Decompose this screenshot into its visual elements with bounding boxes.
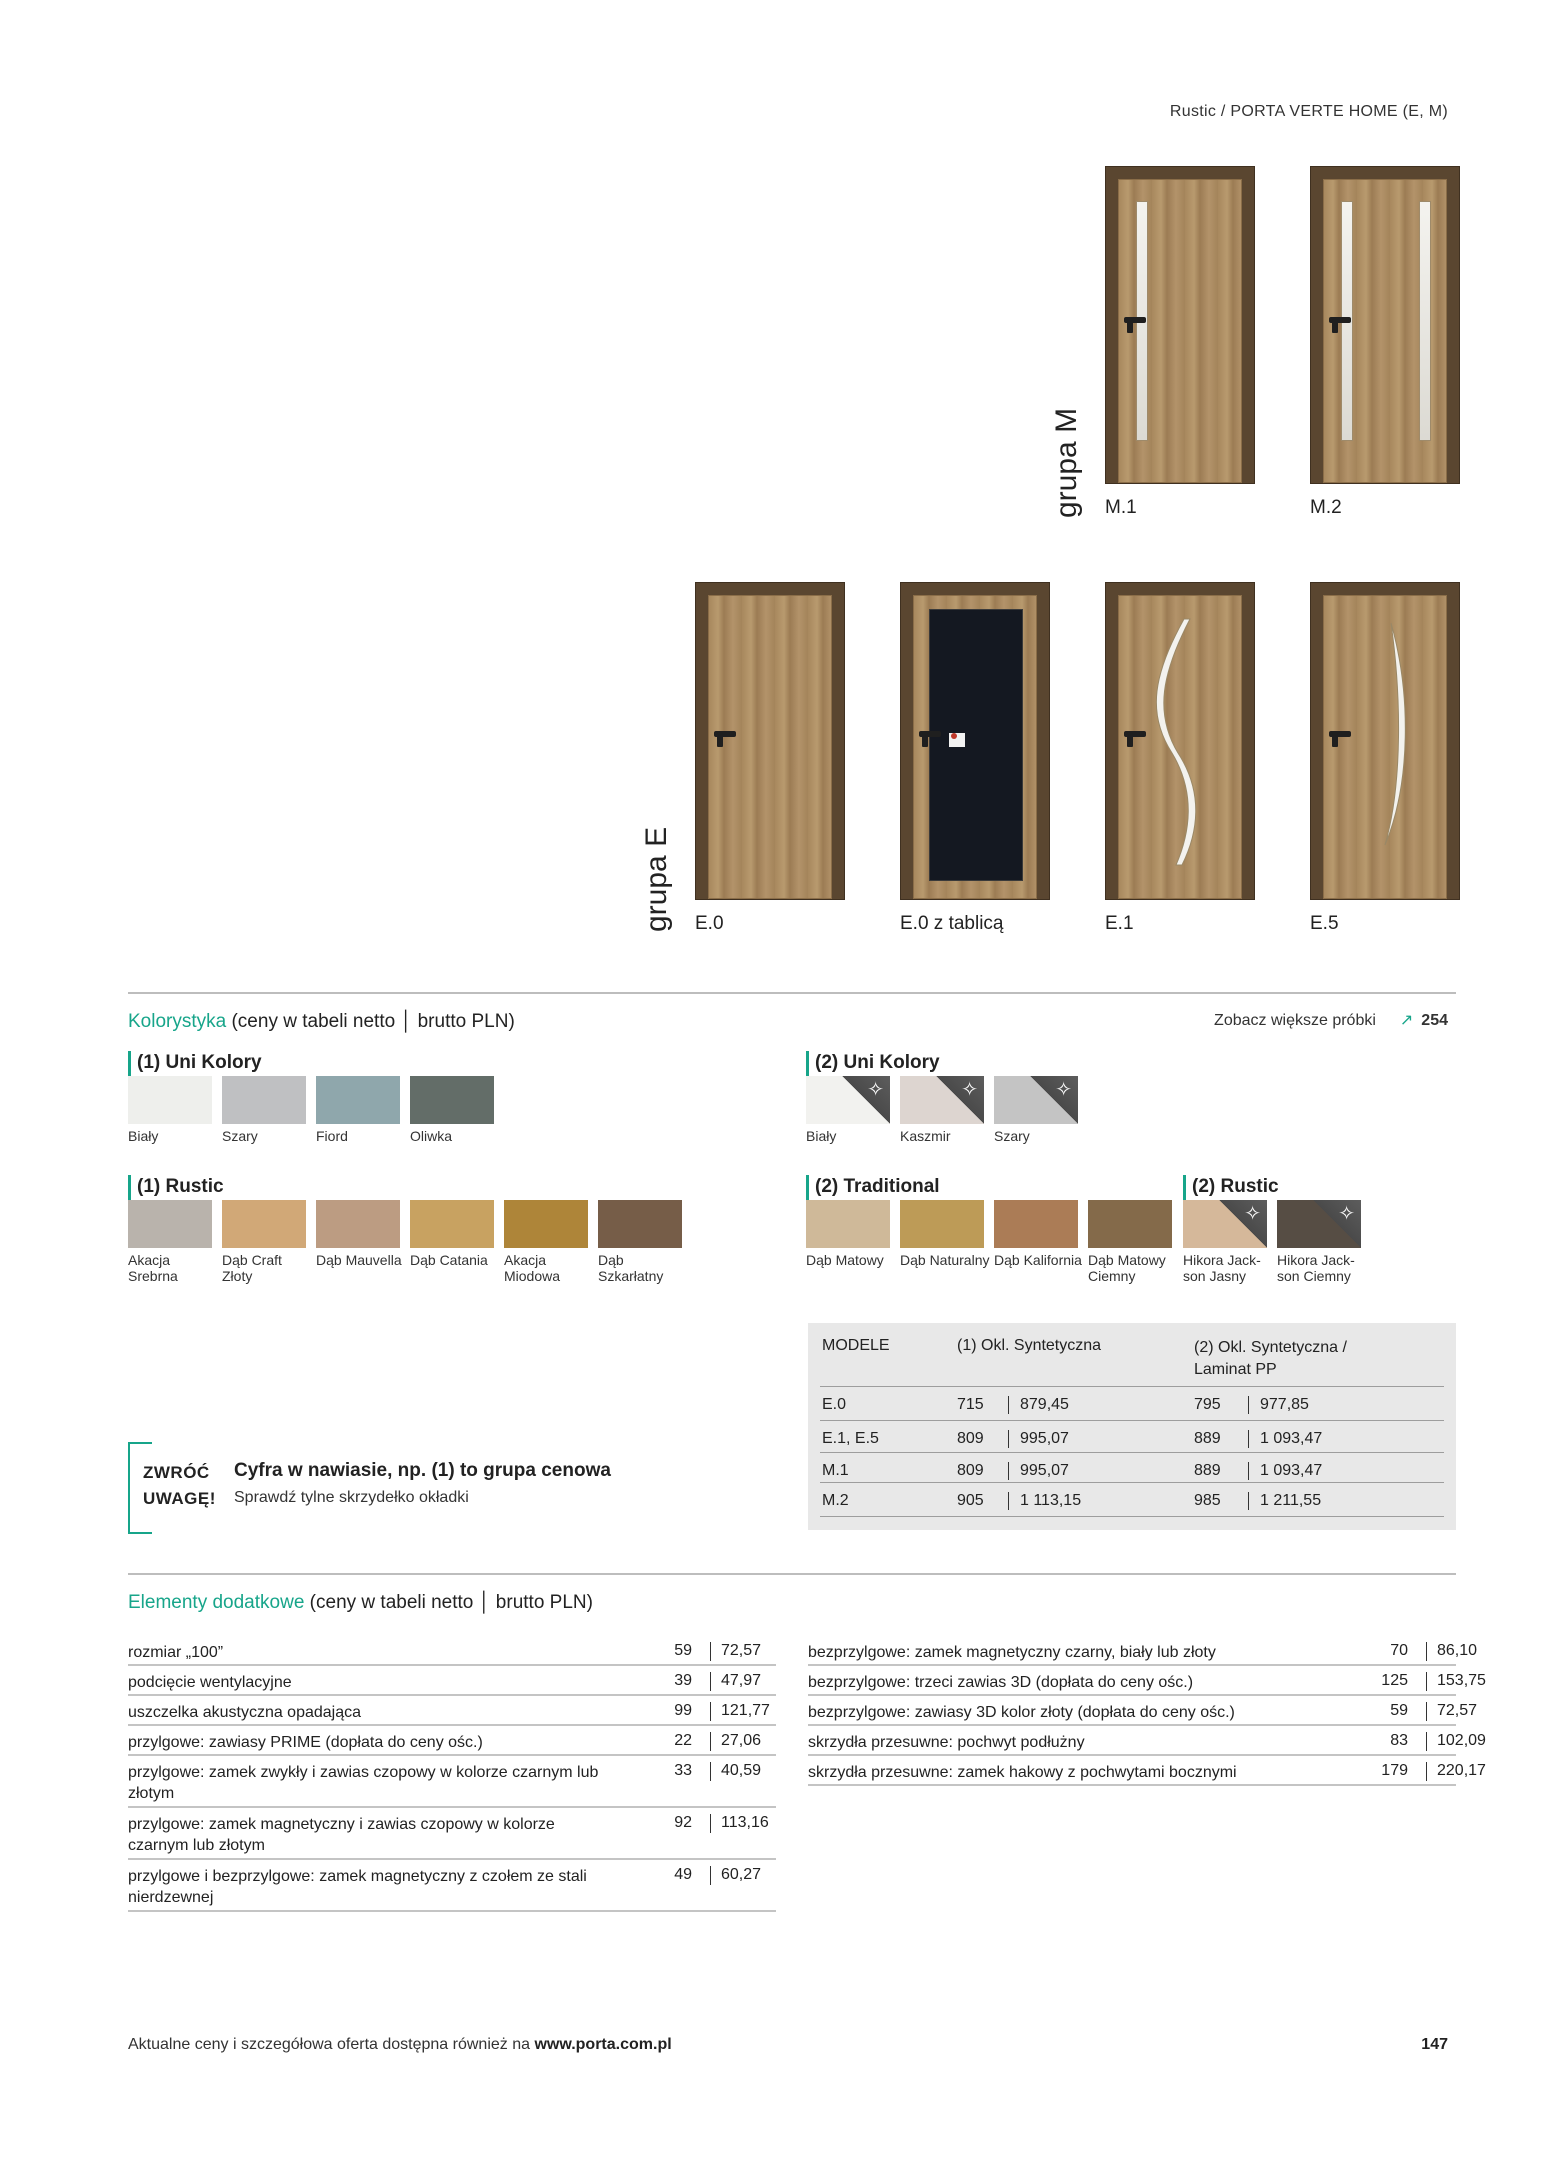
- extras-gross-price: 27,06: [721, 1732, 762, 1749]
- price-group2-gross: 1 211,55: [1260, 1492, 1322, 1509]
- extras-gross-price: 113,16: [721, 1814, 769, 1831]
- premium-sparkle-icon: ✧: [1219, 1200, 1267, 1248]
- price-group1-gross: 995,07: [1020, 1430, 1069, 1447]
- extras-gross-price: 102,09: [1437, 1732, 1486, 1749]
- swatch-label: Dąb Szkarłatny: [598, 1252, 664, 1284]
- extras-gross-price: 72,57: [1437, 1702, 1478, 1719]
- extras-gross-price: 47,97: [721, 1672, 762, 1689]
- price-separator: [1008, 1462, 1009, 1480]
- larger-samples-link[interactable]: [1214, 1010, 1448, 1030]
- extras-divider: [128, 1573, 1456, 1575]
- swatch-label: Szary: [222, 1128, 258, 1144]
- uni2-title: (2) Uni Kolory: [815, 1052, 940, 1073]
- extras-item-name: bezprzylgowe: trzeci zawias 3D (dopłata do ceny ośc.): [808, 1674, 1194, 1691]
- group-m-label: grupa M: [1050, 407, 1083, 518]
- extras-item-name: rozmiar „100”: [128, 1644, 224, 1661]
- extras-gross-price: 121,77: [721, 1702, 770, 1719]
- door-m1-label: M.1: [1105, 497, 1137, 518]
- extras-row: [128, 1808, 776, 1860]
- swatch-label: Szary: [994, 1128, 1030, 1144]
- swatch-rustic1-0: [128, 1200, 212, 1248]
- premium-sparkle-icon: ✧: [842, 1076, 890, 1124]
- extras-net-price: 33: [674, 1762, 692, 1779]
- swatch-traditional2-2: [994, 1200, 1078, 1248]
- price-header-group1: (1) Okl. Syntetyczna: [957, 1337, 1102, 1354]
- swatch-rustic1-3: [410, 1200, 494, 1248]
- price-group2-net: 889: [1194, 1430, 1221, 1447]
- price-separator: [1248, 1462, 1249, 1480]
- extras-separator: [1426, 1702, 1427, 1721]
- price-group2-net: 985: [1194, 1492, 1221, 1509]
- price-group1-net: 905: [957, 1492, 984, 1509]
- uni1-title: (1) Uni Kolory: [137, 1052, 262, 1073]
- door-m2-label: M.2: [1310, 497, 1342, 518]
- extras-item-name: bezprzylgowe: zamek magnetyczny czarny, biały lub złoty: [808, 1644, 1216, 1661]
- extras-gross-price: 60,27: [721, 1866, 762, 1883]
- extras-row: [128, 1860, 776, 1912]
- price-group1-gross: 879,45: [1020, 1396, 1069, 1413]
- price-row-divider: [820, 1452, 1444, 1453]
- notice-title: Cyfra w nawiasie, np. (1) to grupa cenowa: [234, 1460, 611, 1481]
- price-group1-gross: 1 113,15: [1020, 1492, 1082, 1509]
- price-group2-net: 889: [1194, 1462, 1221, 1479]
- footer-text: [128, 2036, 672, 2054]
- footer-url-link[interactable]: www.porta.com.pl: [534, 2036, 672, 2053]
- extras-item-name: przylgowe: zawiasy PRIME (dopłata do ceny ośc.): [128, 1734, 483, 1751]
- extras-net-price: 83: [1390, 1732, 1408, 1749]
- swatch-label: Dąb Catania: [410, 1252, 488, 1268]
- price-separator: [1248, 1492, 1249, 1510]
- swatch-label: Kaszmir: [900, 1128, 951, 1144]
- swatch-label: Dąb Kalifornia: [994, 1252, 1082, 1268]
- extras-item-name: uszczelka akustyczna opadająca: [128, 1704, 362, 1721]
- price-group1-net: 809: [957, 1430, 984, 1447]
- door-e5-label: E.5: [1310, 913, 1339, 934]
- larger-samples-text: Zobacz większe próbki: [1214, 1012, 1376, 1029]
- extras-separator: [710, 1672, 711, 1691]
- extras-net-price: 179: [1381, 1762, 1408, 1779]
- extras-gross-price: 72,57: [721, 1642, 762, 1659]
- extras-separator: [1426, 1732, 1427, 1751]
- door-e1-label: E.1: [1105, 913, 1134, 934]
- swatch-label: Dąb Naturalny: [900, 1252, 990, 1268]
- door-e0-board-label: E.0 z tablicą: [900, 913, 1004, 934]
- extras-row: [808, 1696, 1478, 1726]
- extras-item-name: skrzydła przesuwne: zamek hakowy z pochwytami bocznymi: [808, 1764, 1237, 1781]
- extras-row: [128, 1756, 776, 1808]
- swatch-label: Dąb Matowy Ciemny: [1088, 1252, 1166, 1284]
- extras-net-price: 99: [674, 1702, 692, 1719]
- price-group1-net: 715: [957, 1396, 984, 1413]
- swatch-rustic2-0: [1183, 1200, 1267, 1248]
- extras-separator: [710, 1642, 711, 1661]
- extras-net-price: 39: [674, 1672, 692, 1689]
- swatch-label: Biały: [128, 1128, 159, 1144]
- door-e0-board-image: [900, 582, 1050, 900]
- extras-net-price: 125: [1381, 1672, 1408, 1689]
- extras-net-price: 59: [1390, 1702, 1408, 1719]
- extras-row: [128, 1696, 776, 1726]
- extras-separator: [710, 1814, 711, 1833]
- extras-net-price: 92: [674, 1814, 692, 1831]
- extras-net-price: 59: [674, 1642, 692, 1659]
- price-separator: [1008, 1492, 1009, 1510]
- extras-row: [808, 1726, 1486, 1756]
- extras-item-name: bezprzylgowe: zawiasy 3D kolor złoty (dopłata do ceny ośc.): [808, 1704, 1235, 1721]
- price-row-divider: [820, 1516, 1444, 1517]
- door-m1-image: [1105, 166, 1255, 484]
- swatch-uni2-2: [994, 1076, 1078, 1124]
- extras-separator: [710, 1866, 711, 1885]
- price-table: [808, 1323, 1456, 1530]
- extras-item-name: przylgowe: zamek zwykły i zawias czopowy w kolorze czarnym lub złotym: [128, 1764, 599, 1802]
- extras-gross-price: 220,17: [1437, 1762, 1486, 1779]
- door-e0-image: [695, 582, 845, 900]
- swatch-label: Akacja Miodowa: [504, 1252, 561, 1284]
- extras-row: [808, 1756, 1486, 1786]
- swatch-uni2-1: [900, 1076, 984, 1124]
- price-row-divider: [820, 1386, 1444, 1387]
- extras-separator: [1426, 1642, 1427, 1661]
- door-e5-image: [1310, 582, 1460, 900]
- swatch-traditional2-0: [806, 1200, 890, 1248]
- swatch-uni1-3: [410, 1076, 494, 1124]
- breadcrumb: Rustic / PORTA VERTE HOME (E, M): [1169, 103, 1448, 120]
- swatch-label: Biały: [806, 1128, 837, 1144]
- extras-item-name: przylgowe: zamek magnetyczny i zawias czopowy w kolorze czarnym lub złotym: [128, 1816, 555, 1854]
- extras-net-price: 49: [674, 1866, 692, 1883]
- notice-warning: ZWRÓĆ UWAGĘ!: [143, 1463, 216, 1508]
- extras-title-rest: (ceny w tabeli netto │ brutto PLN): [304, 1592, 593, 1613]
- premium-sparkle-icon: ✧: [1030, 1076, 1078, 1124]
- price-model: M.1: [822, 1462, 849, 1479]
- extras-row-divider: [808, 1784, 1456, 1786]
- extras-item-name: podcięcie wentylacyjne: [128, 1674, 292, 1691]
- swatch-rustic2-1: [1277, 1200, 1361, 1248]
- door-e0-label: E.0: [695, 913, 724, 934]
- extras-section-title: [128, 1592, 593, 1614]
- larger-samples-page: 254: [1421, 1012, 1448, 1029]
- swatch-label: Fiord: [316, 1128, 348, 1144]
- swatch-uni1-0: [128, 1076, 212, 1124]
- swatch-rustic1-4: [504, 1200, 588, 1248]
- swatch-rustic1-1: [222, 1200, 306, 1248]
- swatch-uni2-0: [806, 1076, 890, 1124]
- swatch-rustic1-5: [598, 1200, 682, 1248]
- extras-net-price: 22: [674, 1732, 692, 1749]
- swatch-label: Dąb Mauvella: [316, 1252, 402, 1268]
- extras-net-price: 70: [1390, 1642, 1408, 1659]
- rustic2-title: (2) Rustic: [1192, 1176, 1279, 1197]
- extras-row: [128, 1636, 776, 1666]
- page-number: 147: [1421, 2036, 1448, 2053]
- price-group1-net: 809: [957, 1462, 984, 1479]
- extras-separator: [1426, 1762, 1427, 1781]
- footer-label: Aktualne ceny i szczegółowa oferta dostępna również na: [128, 2036, 535, 2053]
- price-separator: [1248, 1430, 1249, 1448]
- swatch-label: Dąb Matowy: [806, 1252, 884, 1268]
- extras-separator: [1426, 1672, 1427, 1691]
- price-row-divider: [820, 1482, 1444, 1483]
- price-header-group2: (2) Okl. Syntetyczna / Laminat PP: [1194, 1339, 1347, 1378]
- door-e1-image: [1105, 582, 1255, 900]
- notice-subtitle: Sprawdź tylne skrzydełko okładki: [234, 1489, 469, 1506]
- extras-gross-price: 153,75: [1437, 1672, 1486, 1689]
- extras-row: [128, 1726, 776, 1756]
- swatch-label: Oliwka: [410, 1128, 453, 1144]
- price-group2-gross: 977,85: [1260, 1396, 1309, 1413]
- rustic1-title: (1) Rustic: [137, 1176, 224, 1197]
- extras-gross-price: 40,59: [721, 1762, 762, 1779]
- swatch-label: Hikora Jack-son Jasny: [1183, 1252, 1261, 1284]
- price-separator: [1008, 1396, 1009, 1414]
- traditional2-title: (2) Traditional: [815, 1176, 940, 1197]
- price-model: M.2: [822, 1492, 849, 1509]
- extras-title-accent: Elementy dodatkowe: [128, 1592, 305, 1613]
- price-separator: [1248, 1396, 1249, 1414]
- price-row-divider: [820, 1420, 1444, 1421]
- extras-separator: [710, 1762, 711, 1781]
- colors-section-title: [128, 1011, 515, 1033]
- extras-item-name: skrzydła przesuwne: pochwyt podłużny: [808, 1734, 1085, 1751]
- extras-separator: [710, 1702, 711, 1721]
- swatch-uni1-2: [316, 1076, 400, 1124]
- colors-title-rest: (ceny w tabeli netto │ brutto PLN): [226, 1011, 515, 1032]
- swatch-traditional2-1: [900, 1200, 984, 1248]
- price-group2-net: 795: [1194, 1396, 1221, 1413]
- arrow-up-right-icon: ↗: [1399, 1012, 1414, 1029]
- price-model: E.1, E.5: [822, 1430, 879, 1447]
- section-divider: [128, 992, 1456, 994]
- swatch-uni1-1: [222, 1076, 306, 1124]
- colors-title-accent: Kolorystyka: [128, 1011, 227, 1032]
- extras-separator: [710, 1732, 711, 1751]
- swatch-label: Dąb Craft Złoty: [222, 1252, 282, 1284]
- price-group1-gross: 995,07: [1020, 1462, 1069, 1479]
- premium-sparkle-icon: ✧: [1313, 1200, 1361, 1248]
- swatch-traditional2-3: [1088, 1200, 1172, 1248]
- door-m2-image: [1310, 166, 1460, 484]
- swatch-label: Hikora Jack-son Ciemny: [1277, 1252, 1355, 1284]
- price-separator: [1008, 1430, 1009, 1448]
- swatch-rustic1-2: [316, 1200, 400, 1248]
- extras-row: [128, 1666, 776, 1696]
- swatch-label: Akacja Srebrna: [128, 1252, 178, 1284]
- extras-row: [808, 1636, 1478, 1666]
- extras-gross-price: 86,10: [1437, 1642, 1478, 1659]
- price-group2-gross: 1 093,47: [1260, 1462, 1323, 1479]
- extras-row: [808, 1666, 1486, 1696]
- price-group2-gross: 1 093,47: [1260, 1430, 1323, 1447]
- price-model: E.0: [822, 1396, 847, 1413]
- premium-sparkle-icon: ✧: [936, 1076, 984, 1124]
- price-header-models: MODELE: [822, 1337, 890, 1354]
- extras-row-divider: [128, 1910, 776, 1912]
- group-e-label: grupa E: [640, 826, 673, 932]
- extras-item-name: przylgowe i bezprzylgowe: zamek magnetyczny z czołem ze stali nierdzewnej: [128, 1868, 587, 1906]
